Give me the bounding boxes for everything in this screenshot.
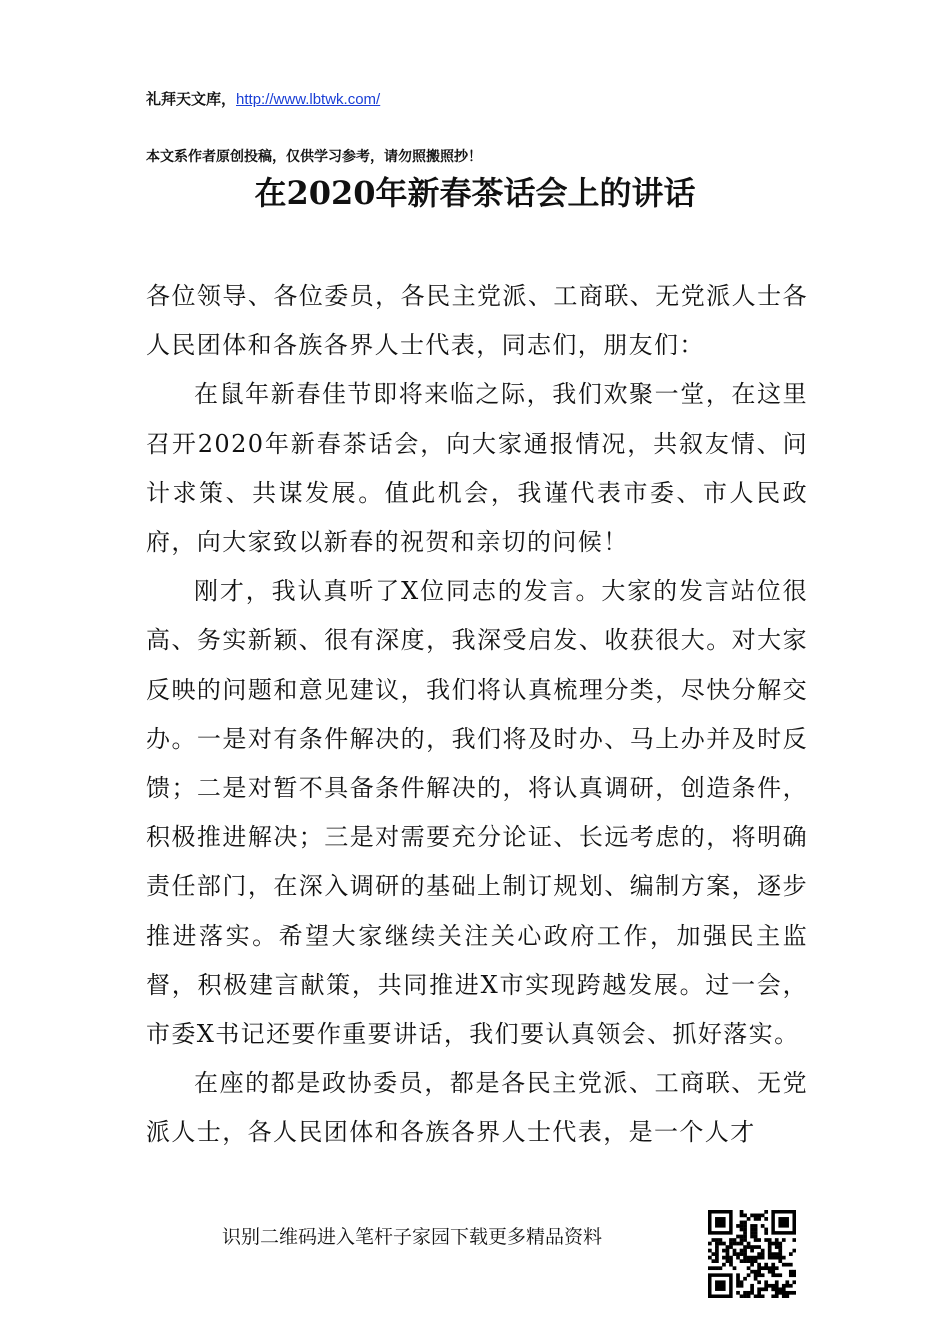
document-body — [146, 272, 808, 1158]
site-url-link[interactable]: http://www.lbtwk.com/ — [236, 91, 381, 108]
qr-code-graphic — [708, 1210, 796, 1298]
copyright-notice: 本文系作者原创投稿，仅供学习参考，请勿照搬照抄！ — [146, 149, 482, 165]
qr-code-icon[interactable] — [708, 1210, 796, 1298]
footer-caption: 识别二维码进入笔杆子家园下载更多精品资料 — [222, 1226, 603, 1248]
site-name: 礼拜天文库， — [146, 90, 237, 108]
body-paragraph: 在座的都是政协委员，都是各民主党派、工商联、无党派人士，各人民团体和各族各界人士代表，是一个人才 — [146, 1069, 808, 1147]
body-paragraph: 在鼠年新春佳节即将来临之际，我们欢聚一堂，在这里召开2020年新春茶话会，向大家通报情况，共叙友情、问计求策、共谋发展。值此机会，我谨代表市委、市人民政府，向大家致以新春的祝贺和亲切的问候！ — [146, 380, 808, 557]
salutation-paragraph: 各位领导、各位委员，各民主党派、工商联、无党派人士各人民团体和各族各界人士代表，同志们，朋友们： — [146, 282, 808, 360]
document-title: 在2020年新春茶话会上的讲话 — [254, 174, 696, 212]
body-paragraph: 刚才，我认真听了X位同志的发言。大家的发言站位很高、务实新颖、很有深度，我深受启发、收获很大。对大家反映的问题和意见建议，我们将认真梳理分类，尽快分解交办。一是对有条件解决的，我们将及时办、马上办并及时反馈；二是对暂不具备条件解决的，将认真调研，创造条件，积极推进解决；三是对需要充分论证、长远考虑的，将明确责任部门，在深入调研的基础上制订规划、编制方案，逐步推进落实。希望大家继续关注关心政府工作，加强民主监督，积极建言献策，共同推进X市实现跨越发展。过一会，市委X书记还要作重要讲话，我们要认真领会、抓好落实。 — [146, 577, 808, 1049]
site-header — [146, 88, 380, 109]
